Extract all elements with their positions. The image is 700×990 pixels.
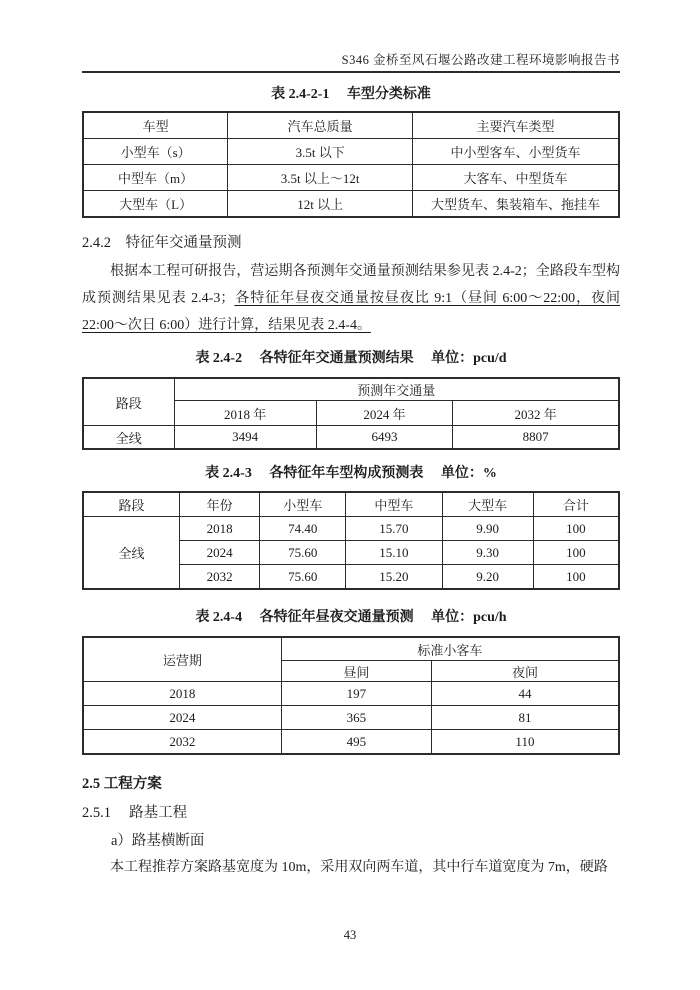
section-heading-2-5: 2.5 工程方案 <box>82 776 162 792</box>
table-cell: 100 <box>533 565 619 590</box>
table-row <box>83 706 619 730</box>
table1-caption: 表 2.4-2-1 车型分类标准 <box>271 87 431 102</box>
table2-caption: 表 2.4-2 各特征年交通量预测结果 单位：pcu/d <box>195 351 507 366</box>
column-header: 路段 <box>83 492 179 517</box>
table-cell: 6493 <box>316 426 453 450</box>
paragraph-text: 根据本工程可研报告，营运期各预测年交通量预测结果参见表 2.4-2；全路段车型构成预测结果见表 2.4-3； <box>82 264 620 306</box>
column-header: 汽车总质量 <box>228 112 413 139</box>
report-title: S346 金桥至风石堰公路改建工程环境影响报告书 <box>341 53 620 67</box>
table-cell: 197 <box>281 682 431 706</box>
table-row <box>83 139 619 165</box>
day-night-traffic-table <box>82 636 620 755</box>
table-cell: 2018 <box>83 682 281 706</box>
table-cell: 2024 <box>83 706 281 730</box>
table-cell: 110 <box>431 730 619 755</box>
table-cell: 75.60 <box>260 541 346 565</box>
table-cell: 100 <box>533 541 619 565</box>
table-cell: 365 <box>281 706 431 730</box>
row-label: 全线 <box>83 426 174 450</box>
table-row <box>83 682 619 706</box>
table-header-row <box>83 378 619 401</box>
paragraph-underlined-text: 各特征年昼夜交通量按昼夜比 9:1（昼间 6:00～22:00，夜间 22:00～次日 6:00）进行计算，结果见表 2.4-4。 <box>82 291 620 333</box>
table-cell: 74.40 <box>260 517 346 541</box>
group-header: 预测年交通量 <box>174 378 619 401</box>
column-header: 大型车 <box>442 492 533 517</box>
table-row <box>83 165 619 191</box>
column-header: 主要汽车类型 <box>413 112 619 139</box>
table-header-row <box>83 112 619 139</box>
table-cell: 2032 <box>83 730 281 755</box>
table4-caption: 表 2.4-4 各特征年昼夜交通量预测 单位：pcu/h <box>195 610 507 625</box>
table-cell: 中型车（m） <box>83 165 228 191</box>
table-cell: 9.30 <box>442 541 533 565</box>
table-cell: 小型车（s） <box>83 139 228 165</box>
column-header: 车型 <box>83 112 228 139</box>
vehicle-classification-table <box>82 111 620 218</box>
roadbed-paragraph: 本工程推荐方案路基宽度为 10m，采用双向两车道，其中行车道宽度为 7m，硬路 <box>110 860 608 875</box>
table-cell: 2024 <box>179 541 259 565</box>
table-cell: 81 <box>431 706 619 730</box>
table-cell: 15.10 <box>346 541 442 565</box>
table-cell: 2018 <box>179 517 259 541</box>
table-row <box>83 517 619 541</box>
table-cell: 12t 以上 <box>228 191 413 218</box>
group-header: 标准小客车 <box>281 637 619 661</box>
column-header: 年份 <box>179 492 259 517</box>
column-header: 2018 年 <box>174 401 316 426</box>
column-header: 夜间 <box>431 661 619 682</box>
page-header <box>82 0 620 73</box>
table-cell: 3.5t 以下 <box>228 139 413 165</box>
column-header: 中型车 <box>346 492 442 517</box>
section-heading-2-4-2: 2.4.2 特征年交通量预测 <box>82 235 242 251</box>
table-cell: 中小型客车、小型货车 <box>413 139 619 165</box>
row-label: 全线 <box>83 517 179 590</box>
table-header-row <box>83 637 619 661</box>
column-header: 2024 年 <box>316 401 453 426</box>
table3-caption: 表 2.4-3 各特征年车型构成预测表 单位：% <box>205 466 497 481</box>
table-cell: 大型车（L） <box>83 191 228 218</box>
section-heading-2-5-1: 2.5.1 路基工程 <box>82 805 188 821</box>
table-cell: 495 <box>281 730 431 755</box>
table-row <box>83 426 619 450</box>
table-header-row <box>83 492 619 517</box>
table-cell: 15.70 <box>346 517 442 541</box>
table-cell: 100 <box>533 517 619 541</box>
table-cell: 15.20 <box>346 565 442 590</box>
table-cell: 9.90 <box>442 517 533 541</box>
list-item-a: a）路基横断面 <box>111 833 205 849</box>
column-header: 小型车 <box>260 492 346 517</box>
page-number: 43 <box>343 928 357 942</box>
table-cell: 2032 <box>179 565 259 590</box>
traffic-volume-forecast-table <box>82 377 620 450</box>
traffic-forecast-paragraph <box>82 258 620 339</box>
table-row <box>83 730 619 755</box>
table-cell: 44 <box>431 682 619 706</box>
table-cell: 3.5t 以上～12t <box>228 165 413 191</box>
table-cell: 3494 <box>174 426 316 450</box>
column-header: 昼间 <box>281 661 431 682</box>
row-header: 运营期 <box>83 637 281 682</box>
table-cell: 8807 <box>453 426 619 450</box>
table-cell: 75.60 <box>260 565 346 590</box>
table-row <box>83 191 619 218</box>
vehicle-composition-forecast-table <box>82 491 620 590</box>
column-header: 2032 年 <box>453 401 619 426</box>
table-cell: 大型货车、集装箱车、拖挂车 <box>413 191 619 218</box>
table-cell: 9.20 <box>442 565 533 590</box>
column-header: 合计 <box>533 492 619 517</box>
table-cell: 大客车、中型货车 <box>413 165 619 191</box>
row-header: 路段 <box>83 378 174 426</box>
